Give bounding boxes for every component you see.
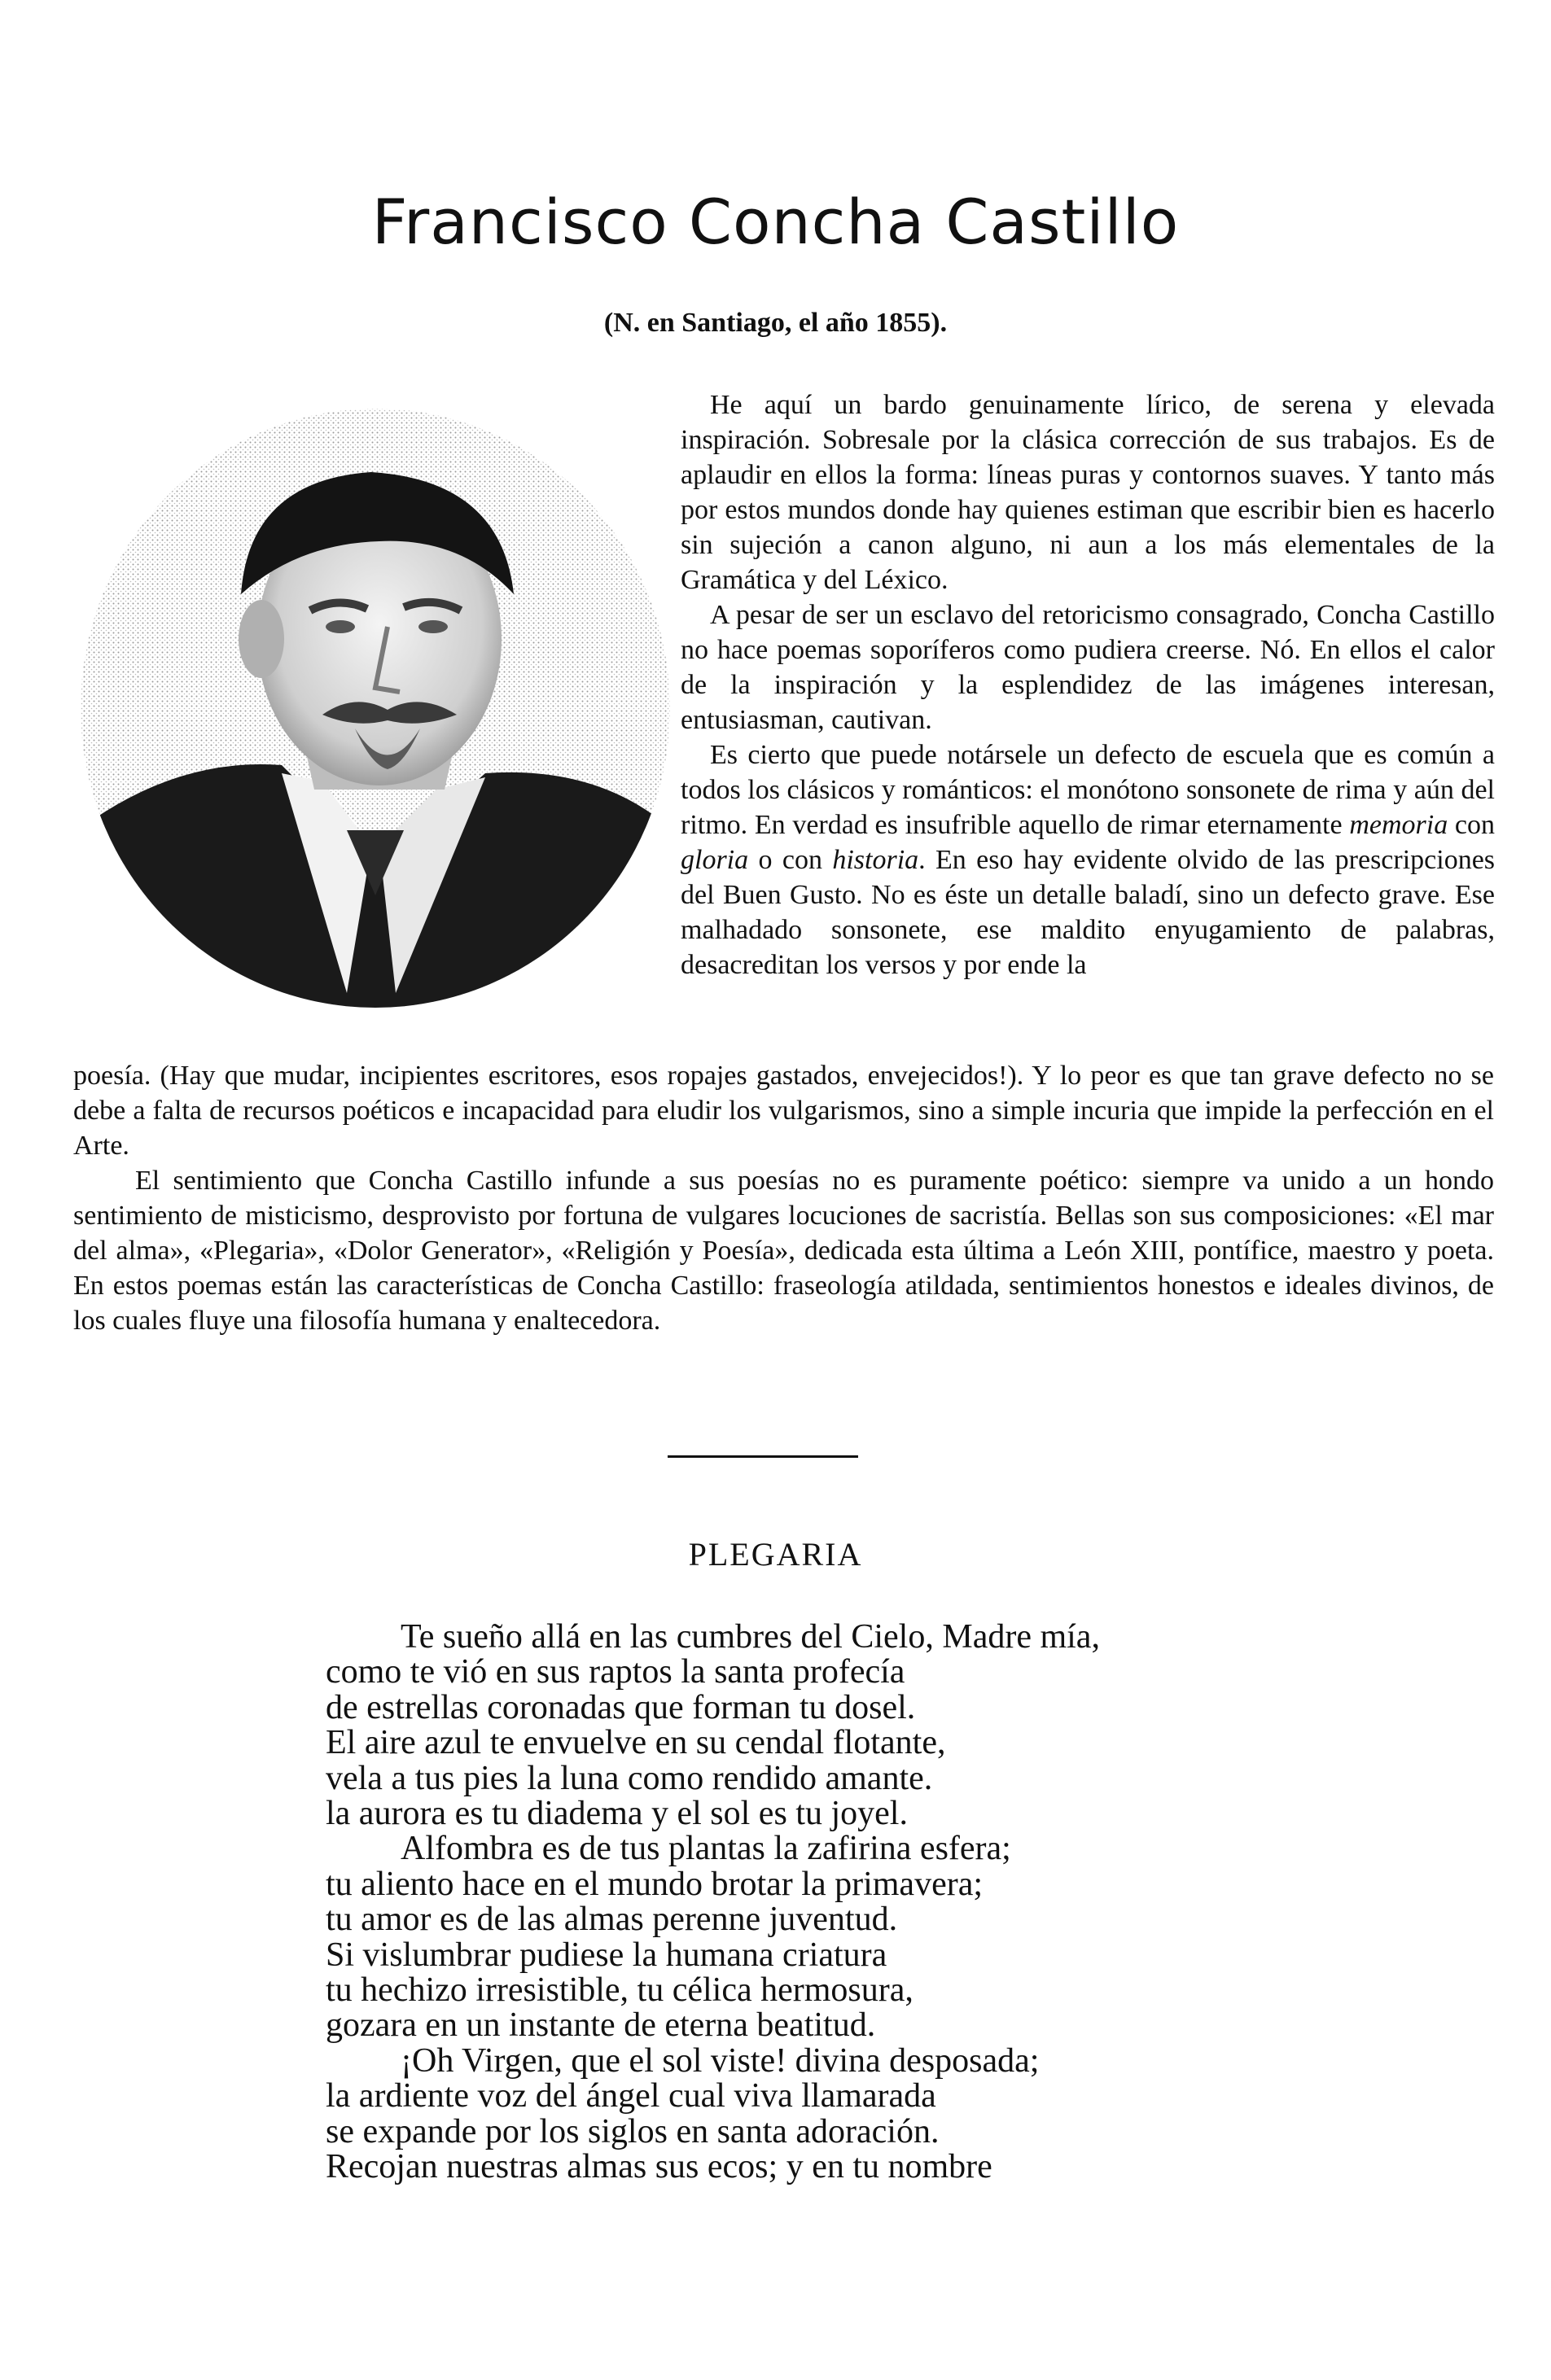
poem-line: vela a tus pies la luna como rendido amante. (326, 1759, 933, 1797)
paragraph-3-text-d: . En eso hay evidente olvido de las prescripciones del Buen Gusto. No es éste un detalle baladí, sino un defecto grave. Ese malhadado sonsonete, ese maldito enyugamiento de palabras, desacreditan los versos y por ende la (681, 845, 1496, 980)
paragraph-3-continuation: poesía. (Hay que mudar, incipientes escritores, esos ropajes gastados, envejecidos!). Y lo peor es que tan grave defecto no se debe a falta de recursos poéticos e incapacidad para eludir los vulgarismos, sino a simple incuria que impide la perfección en el Arte. (73, 1061, 1494, 1161)
poem-line: Si vislumbrar pudiese la humana criatura (326, 1936, 887, 1974)
intro-paragraph-1: He aquí un bardo genuinamente lírico, de serena y elevada inspiración. Sobresale por la clásica corrección de sus trabajos. Es de aplaudir en ellos la forma: líneas puras y contornos suaves. Y tanto más por estos mundos donde hay quienes estiman que escribir bien es hacerlo sin sujeción a canon alguno, ni aun a los más elementales de la Gramática y del Léxico. (681, 390, 1495, 595)
poem-line: tu amor es de las almas perenne juventud. (326, 1901, 898, 1939)
poem-line: gozara en un instante de eterna beatitud. (326, 2006, 876, 2045)
poem-line: se expande por los siglos en santa adoración. (326, 2112, 940, 2150)
poem-title: PLEGARIA (688, 1536, 863, 1573)
italic-memoria: memoria (1349, 810, 1448, 840)
poem-line: El aire azul te envuelve en su cendal flotante, (326, 1724, 946, 1762)
poem-line: Te sueño allá en las cumbres del Cielo, Madre mía, (401, 1618, 1100, 1656)
poem-line: Recojan nuestras almas sus ecos; y en tu nombre (326, 2148, 992, 2186)
intro-paragraph-2: A pesar de ser un esclavo del retoricismo consagrado, Concha Castillo no hace poemas soporíferos como pudiera creerse. Nó. En ellos el calor de la inspiración y la esplendidez de las imágenes interesan, entusiasman, cautivan. (681, 600, 1495, 735)
section-divider (668, 1455, 858, 1458)
poem-line: tu aliento hace en el mundo brotar la primavera; (326, 1865, 984, 1903)
page-title: Francisco Concha Castillo (371, 186, 1180, 258)
paragraph-4: El sentimiento que Concha Castillo infunde a sus poesías no es puramente poético: siempre va unido a un hondo sentimiento de misticismo, desprovisto por fortuna de vulgares locuciones de sacristía. Bellas son sus composiciones: «El mar del alma», «Plegaria», «Dolor Generator», «Religión y Poesía», dedicada esta última a León XIII, pontífice, maestro y poeta. En estos poemas están las características de Concha Castillo: fraseología atildada, sentimientos honestos e ideales divinos, de los cuales fluye una filosofía humana y enaltecedora. (73, 1166, 1494, 1336)
birth-note: (N. en Santiago, el año 1855). (603, 308, 948, 338)
paragraph-3-text-b: con (1454, 810, 1495, 840)
poem-line: como te vió en sus raptos la santa profecía (326, 1653, 905, 1691)
body-text (73, 1058, 1494, 1338)
paragraph-3-text-c: o con (758, 845, 822, 875)
poem-line: tu hechizo irresistible, tu célica hermosura, (326, 1971, 914, 2010)
poem-line: la ardiente voz del ángel cual viva llamarada (326, 2077, 936, 2115)
poem-line: de estrellas coronadas que forman tu dosel. (326, 1688, 916, 1726)
italic-gloria: gloria (681, 845, 749, 875)
intro-column (681, 387, 1495, 982)
intro-paragraph-3 (681, 737, 1495, 982)
poem-line: ¡Oh Virgen, que el sol viste! divina desposada; (401, 2041, 1040, 2080)
poem-line: Alfombra es de tus plantas la zafirina esfera; (401, 1830, 1011, 1868)
italic-historia: historia (832, 845, 919, 875)
poem-line: la aurora es tu diadema y el sol es tu joyel. (326, 1795, 908, 1833)
paragraph-3-text-a: Es cierto que puede notársele un defecto de escuela que es común a todos los clásicos y románticos: el monótono sonsonete de rima y aún del ritmo. En verdad es insufrible aquello de rimar eternamente (681, 740, 1495, 840)
poem-body (326, 1620, 1466, 2185)
author-portrait (78, 407, 673, 1009)
